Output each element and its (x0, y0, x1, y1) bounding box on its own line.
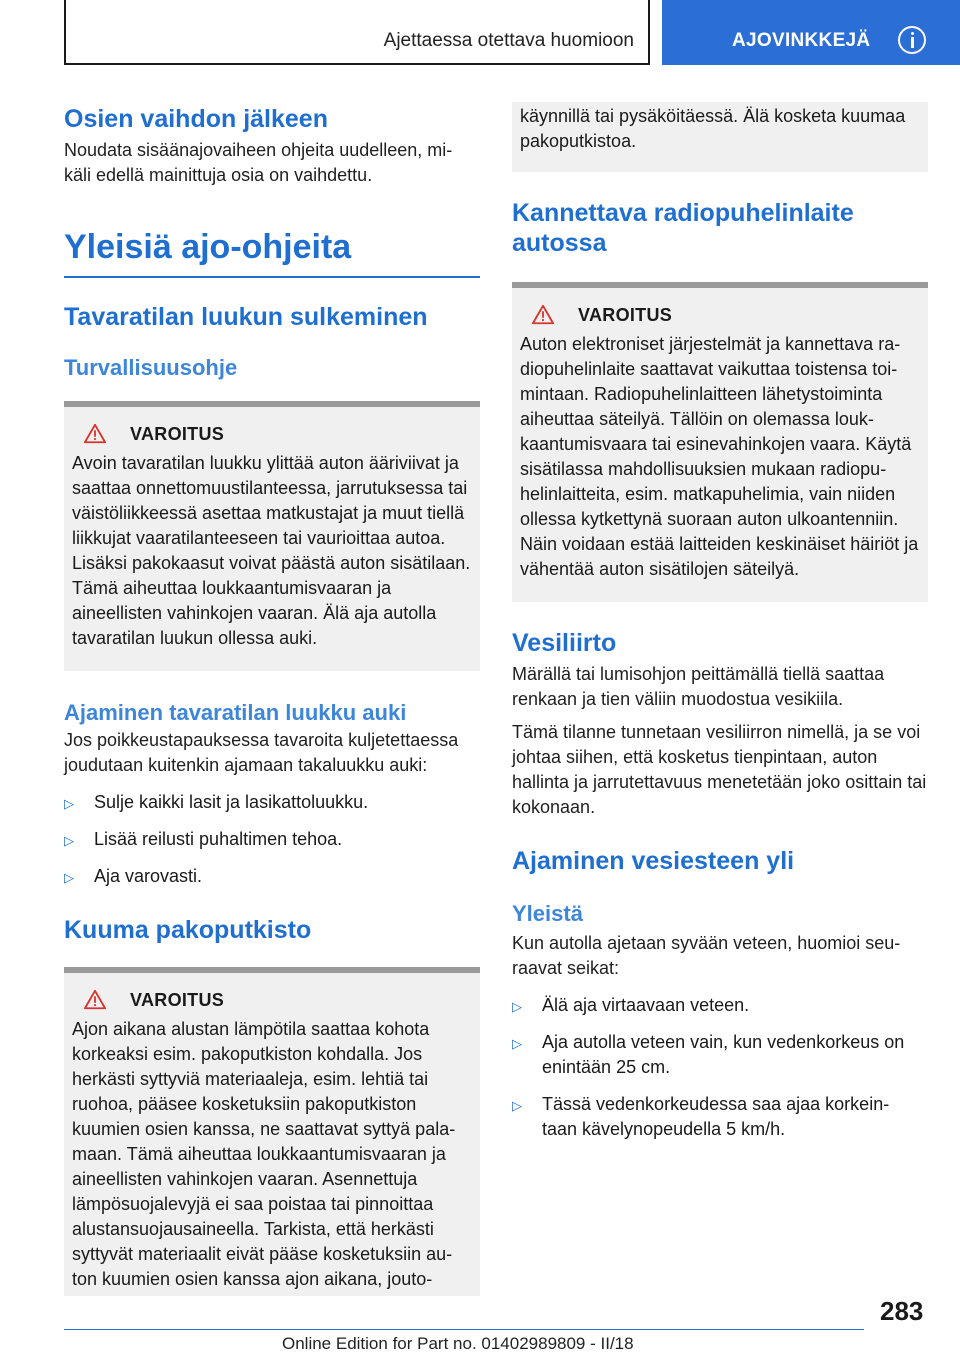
list-item: ▷ Lisää reilusti puhaltimen tehoa. (64, 827, 480, 852)
info-icon[interactable] (898, 26, 926, 54)
list-item: ▷ Tässä vedenkorkeudessa saa ajaa korkein‐ taan kävelynopeudella 5 km/h. (512, 1094, 890, 1139)
chapter-heading: Yleisiä ajo-ohjeita (64, 226, 480, 278)
left-column (64, 100, 480, 1296)
subsection-title-trunk-open: Ajaminen tavaratilan luukku auki (64, 700, 407, 725)
header-section-box (64, 0, 650, 65)
warning-box-exhaust-continued (512, 102, 928, 172)
footer-edition-text: Online Edition for Part no. 01402989809 - II/18 (282, 1334, 634, 1353)
section-text-after-parts: Noudata sisäänajovaiheen ohjeita uudelleen, mi‐ käli edellä mainittuja osia on vaihdettu. (64, 140, 453, 185)
chapter-tab-label: AJOVINKKEJÄ (732, 30, 871, 51)
list-item: ▷ Aja varovasti. (64, 864, 480, 889)
list-item: ▷ Sulje kaikki lasit ja lasikattoluukku. (64, 790, 480, 815)
section-title-water-crossing: Ajaminen vesiesteen yli (512, 847, 795, 875)
triangle-bullet-icon: ▷ (64, 870, 74, 885)
warning-label: VAROITUS (130, 989, 225, 1010)
paragraph-aquaplaning-2: Tämä tilanne tunnetaan vesiliirron nimellä, ja se voi johtaa siihen, että kosketus tienpintaan, auton hallinta ja jarrutettavuus menetetään joko osittain tai kokonaan. (512, 722, 927, 817)
warning-label: VAROITUS (130, 423, 225, 444)
bullet-list-water-crossing (512, 993, 928, 1142)
header-section-title: Ajettaessa otettava huomioon (383, 30, 634, 51)
paragraph-water-crossing: Kun autolla ajetaan syvään veteen, huomioi seu‐ raavat seikat: (512, 933, 901, 978)
footer-divider (64, 1329, 864, 1330)
warning-label: VAROITUS (578, 304, 673, 325)
paragraph-aquaplaning-1: Märällä tai lumisohjon peittämällä tiellä saattaa renkaan ja tien väliin muodostua vesikiila. (512, 664, 885, 709)
warning-box-radio (512, 282, 928, 602)
triangle-bullet-icon: ▷ (64, 833, 74, 848)
warning-box-exhaust (64, 967, 480, 1296)
section-title-after-parts: Osien vaihdon jälkeen (64, 105, 328, 133)
right-column (512, 102, 928, 1142)
triangle-bullet-icon: ▷ (64, 796, 74, 811)
chapter-tab[interactable] (662, 0, 960, 65)
warning-text: Auton elektroniset järjestelmät ja kannettava ra‐ diopuhelinlaite saattavat vaikuttaa toistensa toi‐ mintaan. Radiopuhelinlaitteen lähetystoiminta aiheuttaa säteilyä. Tällöin on olemassa louk‐ kaantumisvaara tai esinevahinkojen vaara. Käytä sisätilassa mahdollisuuksien mukaan radiopu‐ helinlaitteita, esim. matkapuhelimia, vain niiden ollessa kytkettynä suoraan auton ulkoantenniin. Näin voidaan estää laitteiden keskinäiset häiriöt ja vähentää auton sisätilojen säteilyä. (520, 334, 919, 579)
warning-triangle-icon (84, 423, 106, 445)
section-title-trunk-closing: Tavaratilan luukun sulkeminen (64, 303, 428, 331)
bullet-list-trunk-open (64, 790, 480, 889)
list-item: ▷ Aja autolla veteen vain, kun vedenkorkeus on enintään 25 cm. (512, 1032, 905, 1077)
warning-triangle-icon (84, 989, 106, 1011)
triangle-bullet-icon: ▷ (512, 1098, 522, 1113)
section-title-hot-exhaust: Kuuma pakoputkisto (64, 916, 312, 944)
warning-text: käynnillä tai pysäköitäessä. Älä kosketa kuumaa pakoputkistoa. (520, 106, 906, 151)
section-title-aquaplaning: Vesiliirto (512, 629, 617, 657)
page-number: 283 (880, 1296, 924, 1326)
warning-box-trunk (64, 401, 480, 671)
section-title-radio: Kannettava radiopuhelinlaite autossa (512, 199, 854, 257)
triangle-bullet-icon: ▷ (512, 1036, 522, 1051)
warning-text: Ajon aikana alustan lämpötila saattaa kohota korkeaksi esim. pakoputkiston kohdalla. Jos herkästi syttyviä materiaaleja, esim. lehtiä tai ruohoa, pääsee kosketuksiin pakoputkiston kuumien osien kanssa, ne saattavat syttyä pala‐ maan. Tämä aiheuttaa loukkaantumisvaaran ja aineellisten vahinkojen vaaran. Asennettuja lämpösuojalevyjä ei saa poistaa tai pinnoittaa alustansuojausaineella. Tarkista, että herkästi syttyvät materiaalit eivät pääse kosketuksiin au‐ ton kuumien osien kanssa ajon aikana, jouto‐ (72, 1019, 456, 1289)
warning-triangle-icon (532, 304, 554, 326)
list-item: ▷ Älä aja virtaavaan veteen. (512, 993, 928, 1018)
warning-text: Avoin tavaratilan luukku ylittää auton ääriviivat ja saattaa onnettomuustilanteessa, jarrutuksessa tai väistöliikkeessä asettaa matkustajat ja muut tiellä liikkujat vaaratilanteeseen tai vaurioittaa autoa. Lisäksi pakokaasut voivat päästä auton sisätilaan. Tämä aiheuttaa loukkaantumisvaaran ja aineellisten vahinkojen vaaran. Älä aja autolla tavaratilan luukun ollessa auki. (72, 453, 471, 648)
page-header (0, 0, 960, 66)
subsection-title-safety: Turvallisuusohje (64, 355, 238, 380)
paragraph-trunk-open: Jos poikkeustapauksessa tavaroita kuljetettaessa joudutaan kuitenkin ajamaan takaluukku auki: (64, 730, 459, 775)
subsection-title-general: Yleistä (512, 901, 583, 926)
triangle-bullet-icon: ▷ (512, 999, 522, 1014)
